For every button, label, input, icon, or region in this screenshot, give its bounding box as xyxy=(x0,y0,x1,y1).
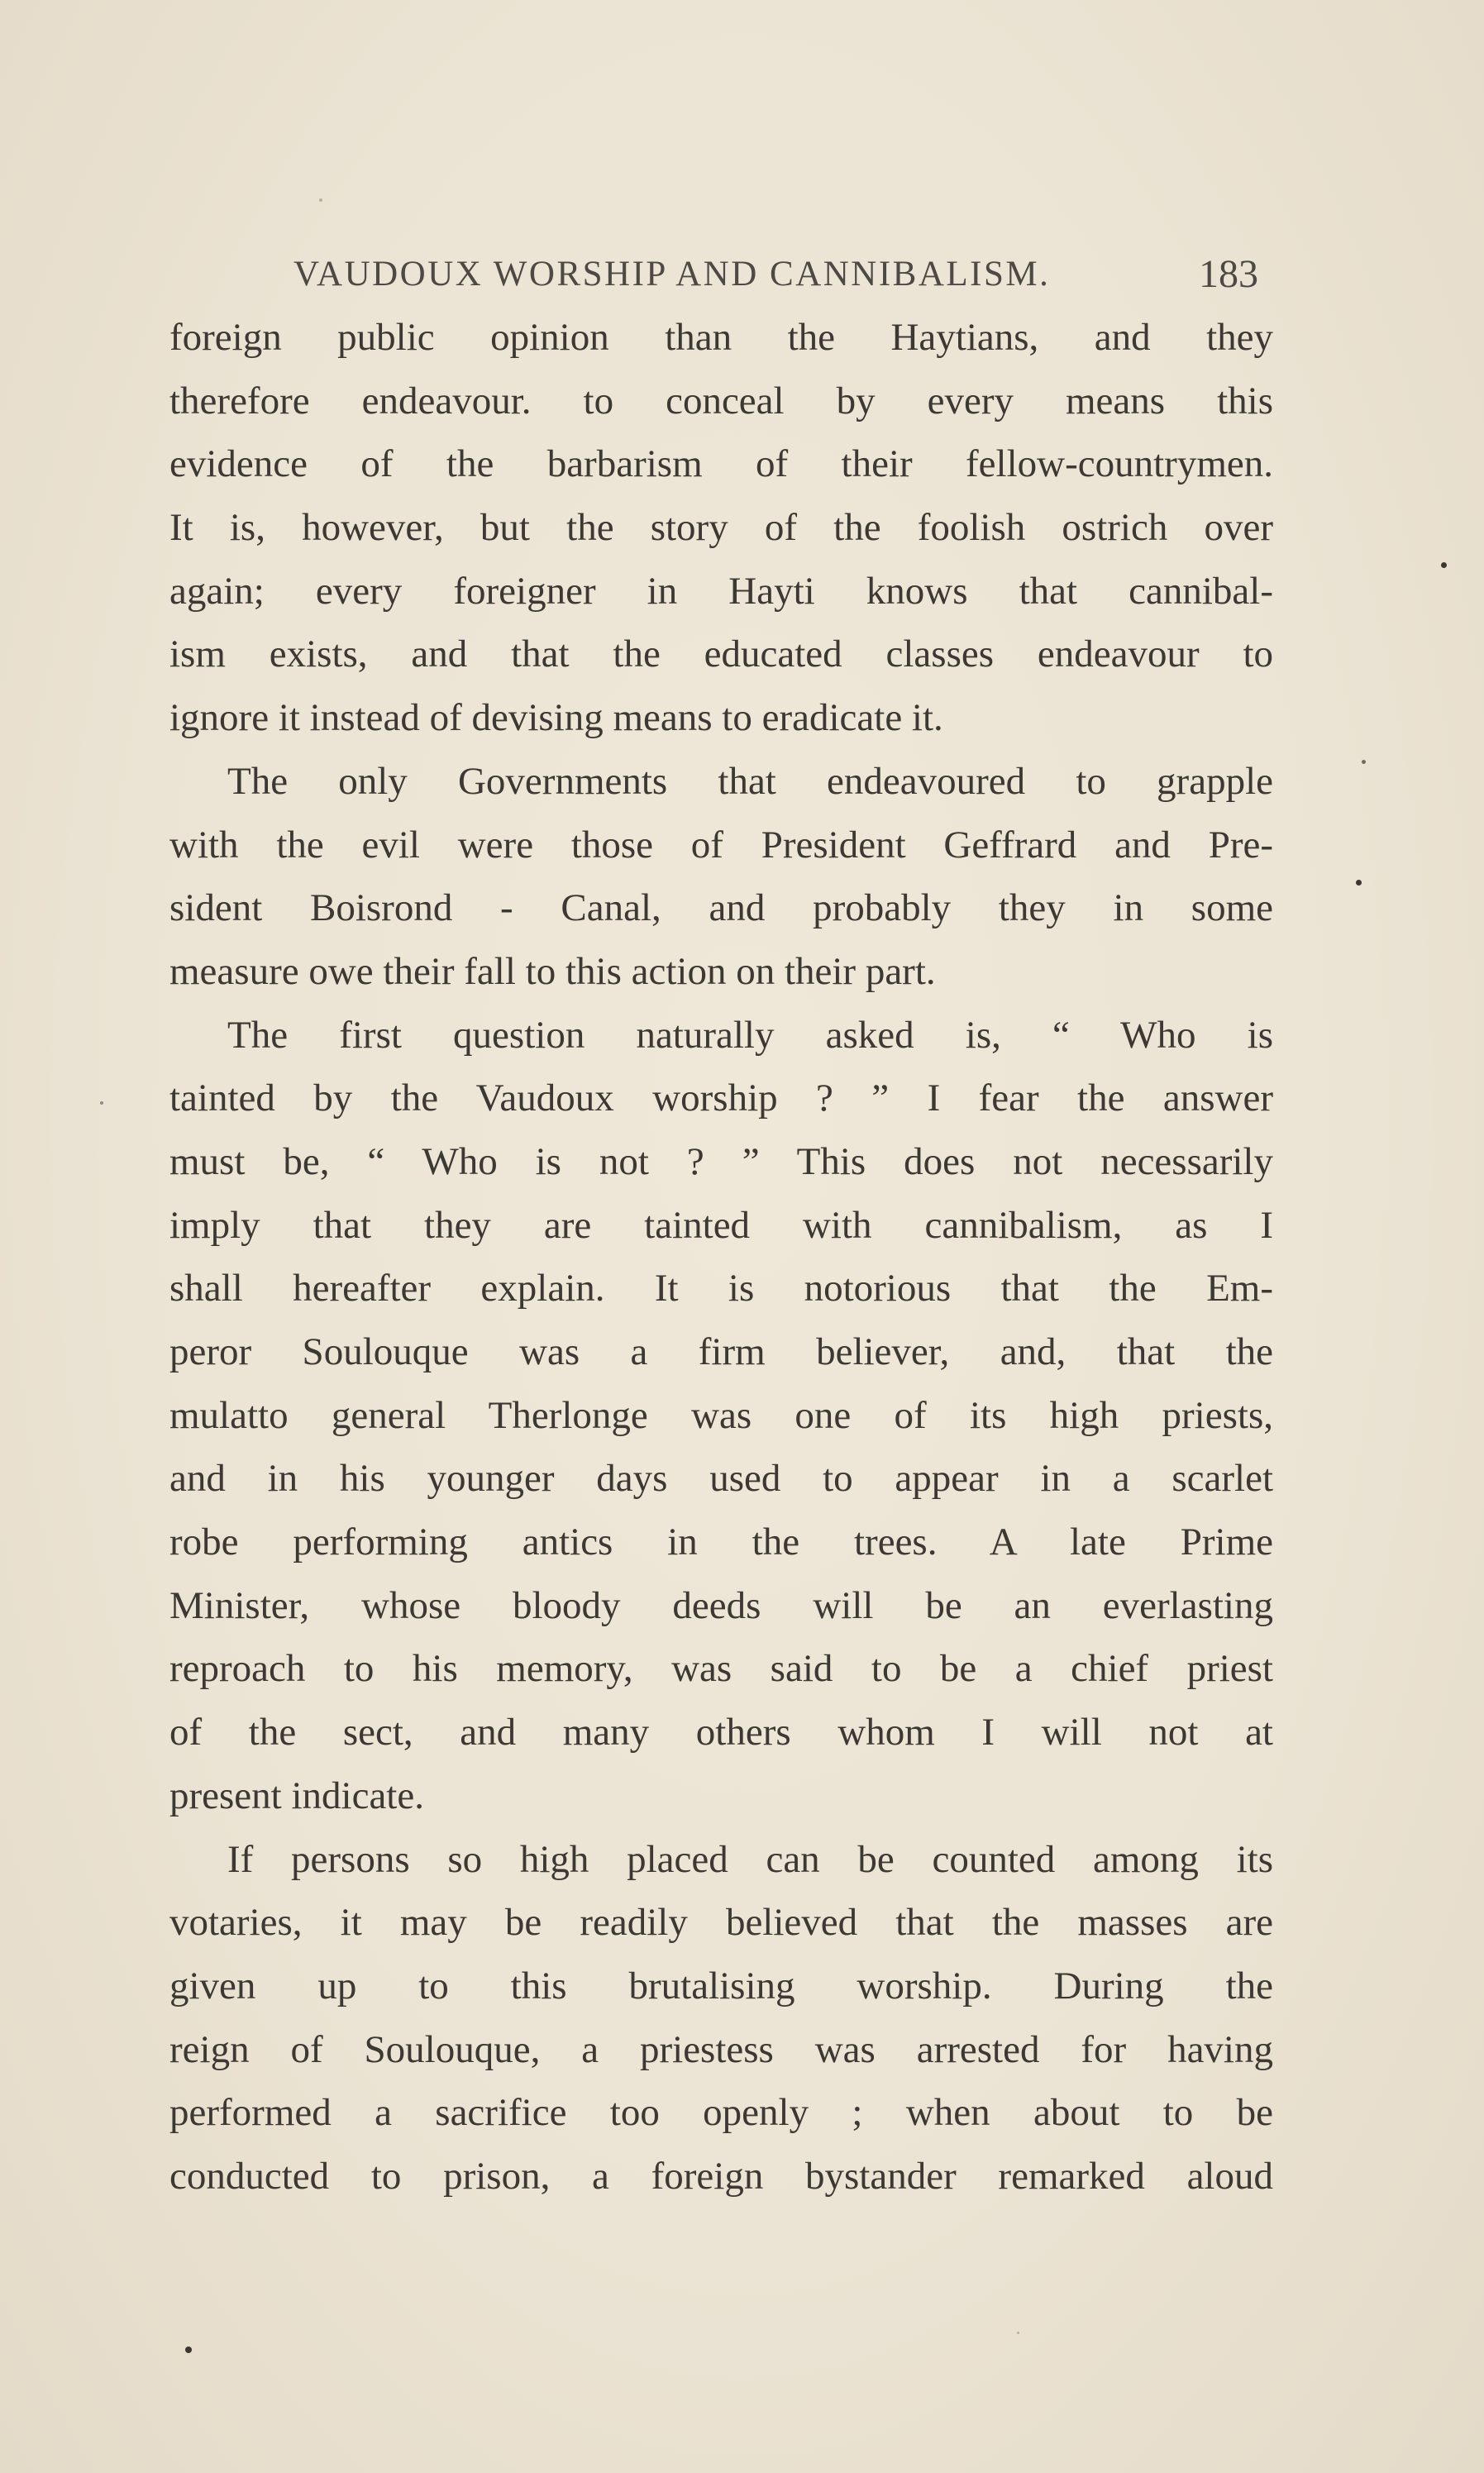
text-line: must be, “ Who is not ? ” This does not necessarily xyxy=(169,1139,1273,1183)
running-title: VAUDOUX WORSHIP AND CANNIBALISM. xyxy=(293,255,1051,294)
paragraph-end-line: ignore it instead of devising means to eradicate it. xyxy=(169,696,943,740)
text-line: tainted by the Vaudoux worship ? ” I fear the answer xyxy=(169,1077,1273,1120)
paragraph-start-line: The only Governments that endeavoured to grapple xyxy=(227,759,1273,803)
text-line: imply that they are tainted with cannibalism, as I xyxy=(169,1203,1273,1247)
paper-speck xyxy=(319,198,322,202)
text-line: with the evil were those of President Geffrard and Pre- xyxy=(169,823,1273,867)
paragraph-end-line: measure owe their fall to this action on their part. xyxy=(169,949,936,993)
paper-speck xyxy=(1362,760,1366,764)
text-line: Minister, whose bloody deeds will be an everlasting xyxy=(169,1583,1273,1627)
paragraph-start-line: The first question naturally asked is, “ Who is xyxy=(227,1013,1273,1057)
page-number: 183 xyxy=(1199,252,1258,296)
text-line: of the sect, and many others whom I will not at xyxy=(169,1711,1273,1754)
text-line: ism exists, and that the educated classes endeavour to xyxy=(169,633,1273,676)
text-line: reproach to his memory, was said to be a chief priest xyxy=(169,1647,1273,1691)
paper-speck xyxy=(100,1101,103,1105)
text-line: sident Boisrond - Canal, and probably they in some xyxy=(169,886,1273,930)
running-head xyxy=(0,254,1484,303)
text-line: performed a sacrifice too openly ; when about to be xyxy=(169,2091,1273,2135)
text-line: mulatto general Therlonge was one of its high priests, xyxy=(169,1393,1273,1437)
body-text xyxy=(169,306,1273,2208)
text-line: robe performing antics in the trees. A late Prime xyxy=(169,1521,1273,1564)
text-line: and in his younger days used to appear in a scarlet xyxy=(169,1457,1273,1501)
text-line: again; every foreigner in Hayti knows that cannibal- xyxy=(169,569,1273,613)
paper-speck xyxy=(1356,880,1362,886)
text-line: It is, however, but the story of the foolish ostrich over xyxy=(169,506,1273,550)
text-line: reign of Soulouque, a priestess was arrested for having xyxy=(169,2027,1273,2071)
text-line: votaries, it may be readily believed that the masses are xyxy=(169,1901,1273,1945)
text-line: therefore endeavour. to conceal by every means this xyxy=(169,379,1273,423)
text-line: conducted to prison, a foreign bystander remarked aloud xyxy=(169,2154,1273,2198)
text-line: foreign public opinion than the Haytians, and they xyxy=(169,316,1273,359)
paper-speck xyxy=(1441,562,1447,568)
paragraph-end-line: present indicate. xyxy=(169,1774,424,1817)
text-line: peror Soulouque was a firm believer, and, that the xyxy=(169,1330,1273,1373)
text-line: shall hereafter explain. It is notorious that the Em- xyxy=(169,1267,1273,1310)
paper-speck xyxy=(185,2346,192,2353)
text-line: given up to this brutalising worship. During the xyxy=(169,1964,1273,2008)
paper-speck xyxy=(1017,2332,1019,2334)
text-line: evidence of the barbarism of their fellow-countrymen. xyxy=(169,442,1273,486)
paragraph-start-line: If persons so high placed can be counted among its xyxy=(227,1837,1273,1881)
